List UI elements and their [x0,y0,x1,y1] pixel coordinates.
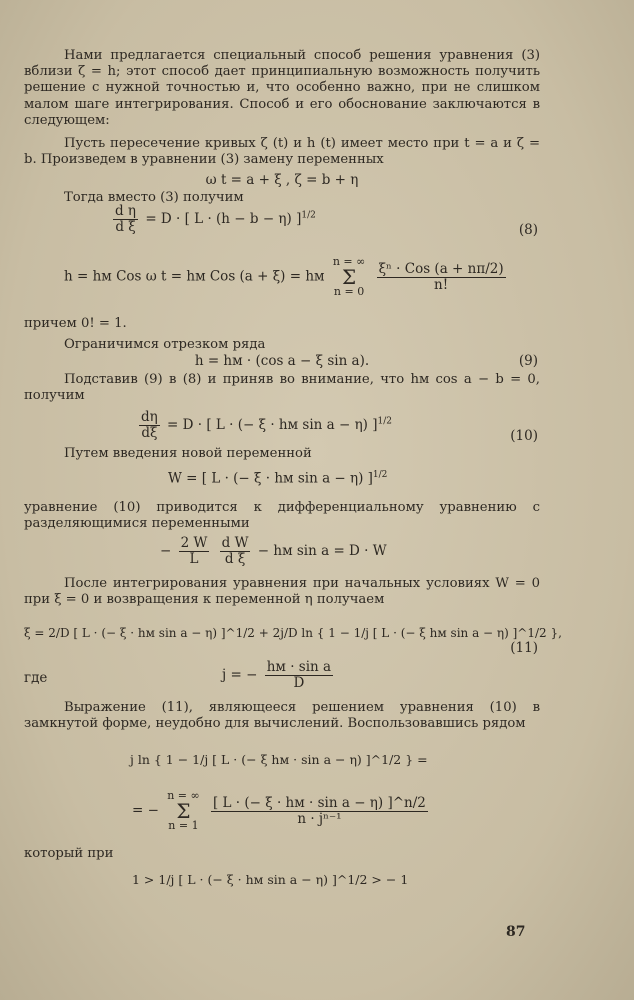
paragraph-new-variable: Путем введения новой переменной [64,446,312,461]
paragraph-substitution: Пусть пересечение кривых ζ (t) и h (t) имеет место при t = a и ζ = b. Произведем в уравнении (3) замену переменных [24,136,540,168]
paragraph-limit: Ограничимся отрезком ряда [64,337,266,352]
paragraph-expression: Выражение (11), являющееся решением уравнения (10) в замкнутой форме, неудобно для вычислений. Воспользовавшись рядом [24,700,540,732]
equation-11: ξ = 2/D [ L · (− ξ · hм sin a − η) ]^1/2 + 2j/D ln { 1 − 1/j [ L · (− ξ hм sin a − η) ]^1/2 }, [24,626,562,640]
sum-bottom: n = 0 [333,285,365,298]
equation-9-number: (9) [518,353,538,369]
equation-10 [136,410,392,441]
equation-j [222,660,336,691]
eqdiff-pre: − [160,543,172,559]
eqh-denominator: n! [434,276,449,293]
eqdiff-frac2-num: d W [221,535,249,551]
paragraph-intro: Нами предлагается специальный способ решения уравнения (3) вблизи ζ = h; этот способ дает принципиальную возможность получить решение с нужной точностью и, что особенно важно, при не слишком малом шаге интегрирования. Способ и его обоснование заключаются в следующем: [24,48,540,128]
eqj-left: j = − [222,667,258,683]
equation-11-number: (11) [510,640,538,656]
eq8-body: = D · [ L · (h − b − η) ] [145,211,302,227]
eqdiff-frac1-num: 2 W [180,535,208,551]
equation-8 [110,204,316,235]
equation-10-number: (10) [510,428,538,444]
eqser-denominator: n · jⁿ⁻¹ [297,810,342,827]
eq10-body: = D · [ L · (− ξ · hм sin a − η) ] [167,417,378,433]
paragraph-substitute: Подставив (9) в (8) и приняв во внимание, что hм cos a − b = 0, получим [24,372,540,404]
eqdiff-post: − hм sin a = D · W [257,543,387,559]
equation-8-number: (8) [518,222,538,238]
paragraph-integration: После интегрирования уравнения при начальных условиях W = 0 при ξ = 0 и возвращения к переменной η получаем [24,576,540,608]
paragraph-then: Тогда вместо (3) получим [64,190,244,205]
page-number: 87 [506,924,526,940]
paragraph-separable: уравнение (10) приводится к дифференциальному уравнению с разделяющимися переменными [24,500,540,532]
paragraph-factorial: причем 0! = 1. [24,316,127,331]
equation-differential [160,536,387,567]
eqh-numerator: ξⁿ · Cos (a + nπ/2) [378,260,504,277]
eqW-body: W = [ L · (− ξ · hм sin a − η) ] [168,470,373,487]
eqj-numerator: hм · sin a [266,659,332,675]
equation-condition: 1 > 1/j [ L · (− ξ · hм sin a − η) ]^1/2 > − 1 [132,872,409,887]
series-sum-top: n = ∞ [167,789,200,802]
equation-substitution: ω t = a + ξ , ζ = b + η [205,172,359,188]
series-sum-sign: n = ∞ Σ n = 1 [167,789,200,832]
series-sum-bottom: n = 1 [168,819,199,832]
equation-ln: j ln { 1 − 1/j [ L · (− ξ hм · sin a − η) ]^1/2 } = [130,752,428,767]
where-label: где [24,670,48,686]
sum-top: n = ∞ [332,255,366,268]
sum-sign: n = ∞ Σ n = 0 [332,255,366,298]
equation-h-series [64,256,509,298]
eq8-denominator: d ξ [115,219,136,235]
equation-W [168,470,387,487]
equation-series [132,790,431,832]
paragraph-which: который при [24,846,114,861]
eqser-pre: = − [132,802,159,819]
eq10-numerator: dη [141,409,158,425]
eq10-denominator: dξ [141,425,158,441]
eqdiff-frac2-den: d ξ [224,551,246,567]
eqj-denominator: D [293,675,305,691]
eqdiff-frac1-den: L [189,551,199,567]
eqh-left: h = hм Cos ω t = hм Cos (a + ξ) = hм [64,268,325,285]
equation-9: h = hм · (cos a − ξ sin a). [194,353,370,369]
eqW-power: 1/2 [372,470,388,480]
eqser-numerator: [ L · (− ξ · hм · sin a − η) ]^n/2 [212,794,426,811]
eq8-numerator: d η [115,203,137,219]
eq10-power: 1/2 [377,416,392,427]
eq8-power: 1/2 [301,210,316,221]
